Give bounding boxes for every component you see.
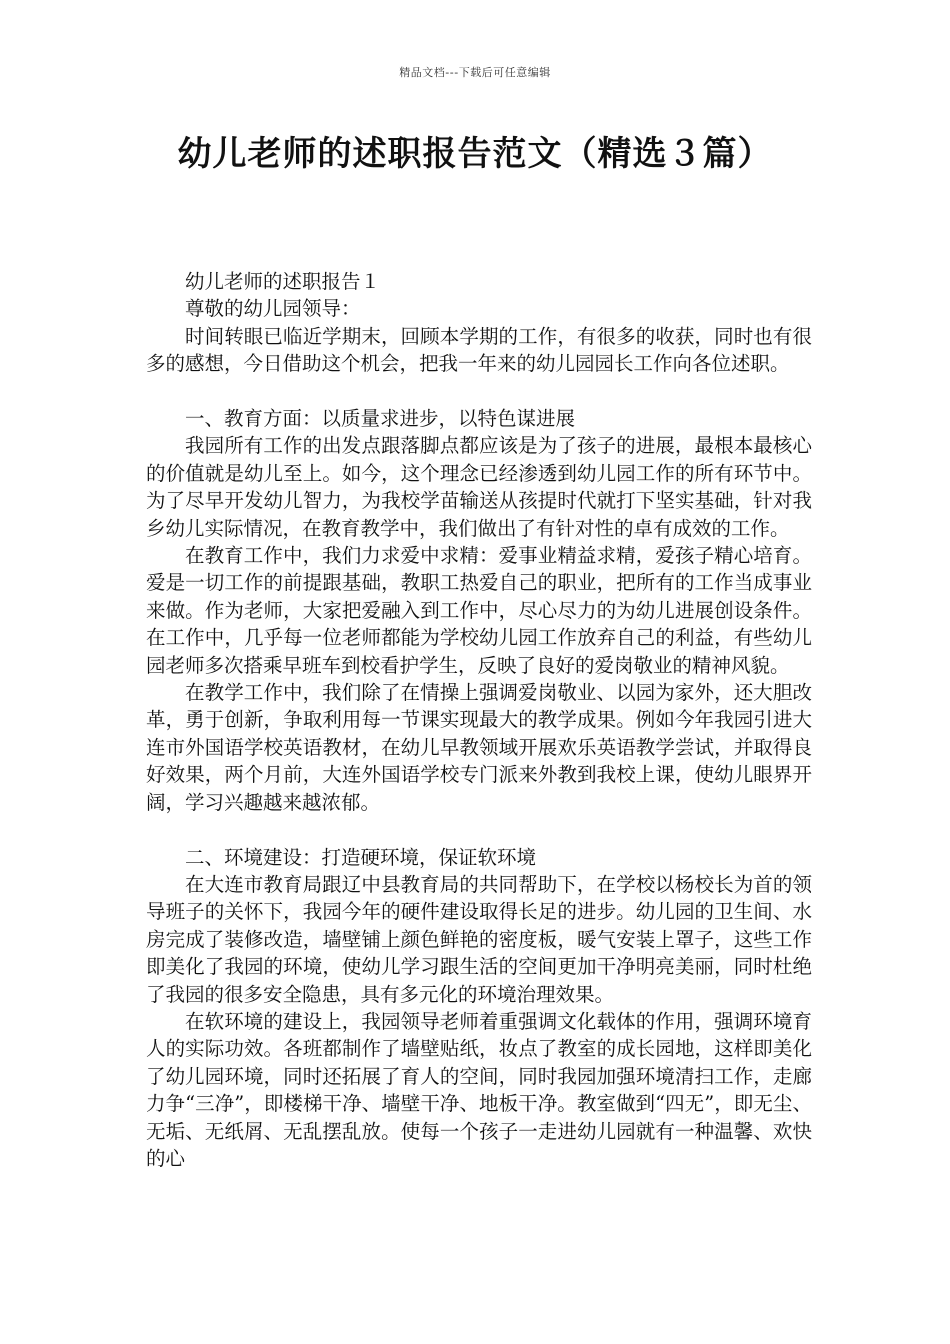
- paragraph-gap: [146, 816, 812, 843]
- section-heading: 一、教育方面：以质量求进步，以特色谋进展: [185, 407, 576, 431]
- document-body: [146, 268, 812, 1172]
- paragraph-gap: [146, 378, 812, 405]
- intro-paragraph: 时间转眼已临近学期末，回顾本学期的工作，有很多的收获，同时也有很多的感想，今日借助这个机会，把我一年来的幼儿园园长工作向各位述职。: [146, 324, 812, 376]
- section-heading: 二、环境建设：打造硬环境，保证软环境: [185, 845, 537, 869]
- body-paragraph: 在大连市教育局跟辽中县教育局的共同帮助下，在学校以杨校长为首的领导班子的关怀下，我园今年的硬件建设取得长足的进步。幼儿园的卫生间、水房完成了装修改造，墙壁铺上颜色鲜艳的密度板，暖气安装上罩子，这些工作即美化了我园的环境，使幼儿学习跟生活的空间更加干净明亮美丽，同时杜绝了我园的很多安全隐患，具有多元化的环境治理效果。: [146, 872, 812, 1006]
- salutation: 尊敬的幼儿园领导：: [185, 297, 361, 321]
- body-paragraph: 在教学工作中，我们除了在情操上强调爱岗敬业、以园为家外，还大胆改革，勇于创新，争取利用每一节课实现最大的教学成果。例如今年我园引进大连市外国语学校英语教材，在幼儿早教领域开展欢乐英语教学尝试，并取得良好效果，两个月前，大连外国语学校专门派来外教到我校上课，使幼儿眼界开阔，学习兴趣越来越浓郁。: [146, 681, 812, 814]
- header-note: 精品文档---下载后可任意编辑: [399, 66, 551, 79]
- body-paragraph: 在软环境的建设上，我园领导老师着重强调文化载体的作用，强调环境育人的实际功效。各班都制作了墙壁贴纸，妆点了教室的成长园地，这样即美化了幼儿园环境，同时还拓展了育人的空间，同时我园加强环境清扫工作，走廊力争“三净”，即楼梯干净、墙壁干净、地板干净。教室做到“四无”，即无尘、无垢、无纸屑、无乱摆乱放。使每一个孩子一走进幼儿园就有一种温馨、欢快的心: [146, 1009, 812, 1170]
- body-paragraph: 在教育工作中，我们力求爱中求精：爱事业精益求精，爱孩子精心培育。爱是一切工作的前提跟基础，教职工热爱自己的职业，把所有的工作当成事业来做。作为老师，大家把爱融入到工作中，尽心尽力的为幼儿进展创设条件。在工作中，几乎每一位老师都能为学校幼儿园工作放弃自己的利益，有些幼儿园老师多次搭乘早班车到校看护学生，反映了良好的爱岗敬业的精神风貌。: [146, 544, 812, 677]
- report-heading: 幼儿老师的述职报告１: [185, 270, 381, 293]
- document-title: 幼儿老师的述职报告范文（精选３篇）: [177, 134, 773, 174]
- body-paragraph: 我园所有工作的出发点跟落脚点都应该是为了孩子的进展，最根本最核心的价值就是幼儿至上。如今，这个理念已经渗透到幼儿园工作的所有环节中。为了尽早开发幼儿智力，为我校学苗输送从孩提时代就打下坚实基础，针对我乡幼儿实际情况，在教育教学中，我们做出了有针对性的卓有成效的工作。: [146, 434, 812, 540]
